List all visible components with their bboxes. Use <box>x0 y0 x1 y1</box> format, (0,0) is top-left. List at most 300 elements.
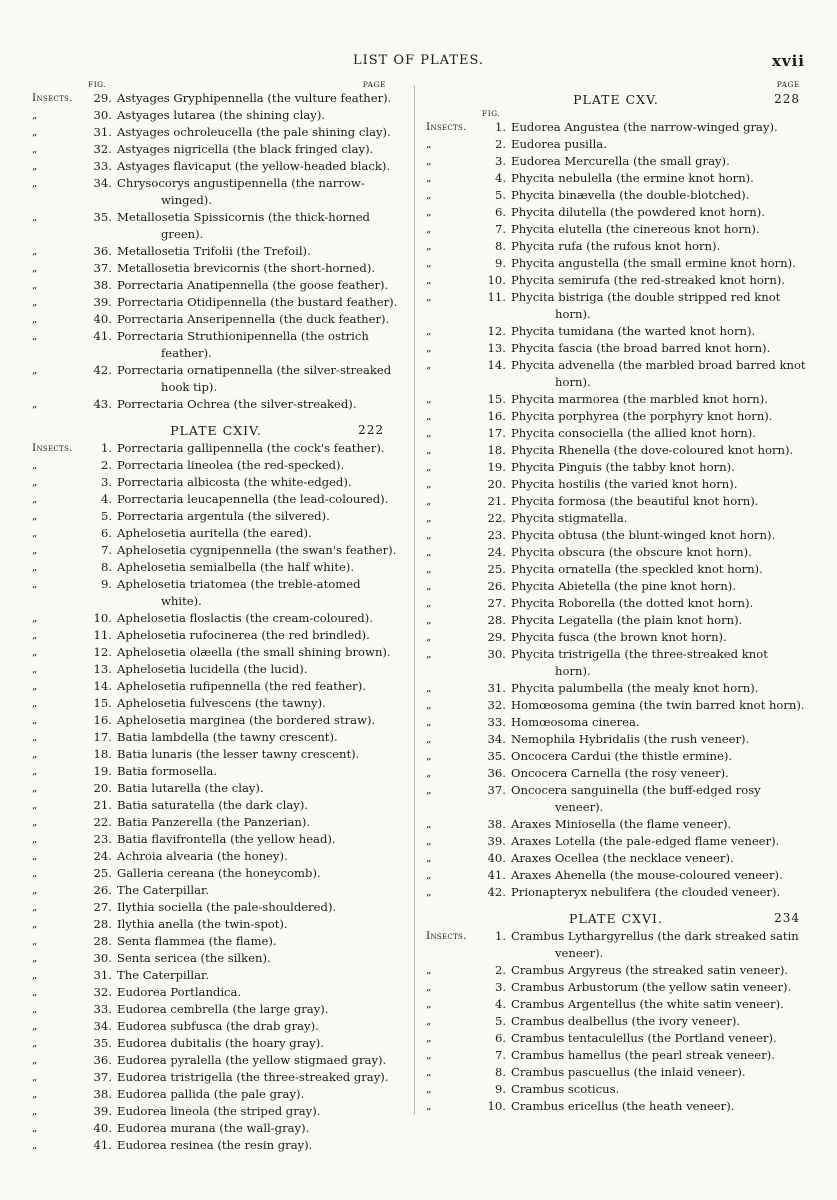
figure-number: 32. <box>93 985 112 999</box>
category-label: „ <box>426 648 432 660</box>
plate-heading <box>426 90 806 109</box>
list-item <box>32 848 400 865</box>
figure-number: 33. <box>93 1002 112 1016</box>
list-item <box>32 1069 400 1086</box>
species-entry: Crambus dealbellus (the ivory veneer). <box>511 1014 741 1028</box>
category-label: Insects. <box>32 92 73 104</box>
species-entry: Eudorea tristrigella (the three-streaked gray). <box>117 1070 389 1084</box>
category-label: „ <box>32 1105 38 1117</box>
category-label: „ <box>426 495 432 507</box>
category-label: „ <box>32 646 38 658</box>
figure-number: 22. <box>487 511 506 525</box>
list-item <box>32 661 400 678</box>
species-entry: Porrectaria Otidipennella (the bustard feather). <box>117 295 398 309</box>
species-entry: Phycita obtusa (the blunt-winged knot horn). <box>511 528 776 542</box>
species-entry: Porrectaria gallipennella (the cock's feather). <box>117 441 385 455</box>
species-entry: Aphelosetia marginea (the bordered straw). <box>117 713 376 727</box>
list-item <box>32 158 400 175</box>
species-entry: Araxes Ahenella (the mouse-coloured veneer). <box>511 868 783 882</box>
figure-number: 38. <box>93 278 112 292</box>
category-label: „ <box>426 981 432 993</box>
figure-number: 36. <box>487 766 506 780</box>
list-item <box>32 814 400 831</box>
category-label: „ <box>426 1066 432 1078</box>
left-column <box>32 80 400 1154</box>
list-item <box>426 323 806 340</box>
species-entry: Phycita tristrigella (the three-streaked knot horn). <box>511 647 768 678</box>
figure-number: 3. <box>494 980 506 994</box>
figure-number: 11. <box>93 628 112 642</box>
category-label: „ <box>426 325 432 337</box>
category-label: „ <box>426 342 432 354</box>
figure-number: 2. <box>100 458 112 472</box>
category-label: „ <box>426 818 432 830</box>
list-item <box>32 175 400 209</box>
species-entry: Araxes Lotella (the pale-edged flame veneer). <box>511 834 780 848</box>
figure-number: 41. <box>93 329 112 343</box>
list-item <box>426 1030 806 1047</box>
list-item <box>426 1081 806 1098</box>
figure-number: 16. <box>93 713 112 727</box>
figure-number: 1. <box>494 929 506 943</box>
species-entry: Eudorea cembrella (the large gray). <box>117 1002 329 1016</box>
species-entry: Aphelosetia fulvescens (the tawny). <box>117 696 326 710</box>
species-entry: Phycita bistriga (the double stripped red knot horn). <box>511 290 781 321</box>
figure-number: 43. <box>93 397 112 411</box>
category-label: „ <box>426 767 432 779</box>
figure-number: 3. <box>494 154 506 168</box>
figure-number: 40. <box>93 1121 112 1135</box>
list-item <box>32 209 400 243</box>
category-label: „ <box>426 964 432 976</box>
category-label: „ <box>426 614 432 626</box>
category-label: „ <box>32 833 38 845</box>
category-label: „ <box>426 563 432 575</box>
species-entry: Eudorea dubitalis (the hoary gray). <box>117 1036 324 1050</box>
list-item <box>32 508 400 525</box>
figure-number: 42. <box>487 885 506 899</box>
species-entry: Eudorea lineola (the striped gray). <box>117 1104 321 1118</box>
list-item <box>426 782 806 816</box>
category-label: „ <box>32 680 38 692</box>
plate-115-list <box>426 119 806 901</box>
list-item <box>426 153 806 170</box>
category-label: „ <box>426 1083 432 1095</box>
figure-number: 11. <box>487 290 506 304</box>
figure-number: 30. <box>93 108 112 122</box>
species-entry: Batia lutarella (the clay). <box>117 781 264 795</box>
species-entry: Crambus Argentellus (the white satin veneer). <box>511 997 784 1011</box>
species-entry: Porrectaria Anseripennella (the duck feather). <box>117 312 390 326</box>
category-label: „ <box>32 578 38 590</box>
species-entry: Oncocera Cardui (the thistle ermine). <box>511 749 733 763</box>
figure-number: 4. <box>100 492 112 506</box>
species-entry: Phycita Legatella (the plain knot horn). <box>511 613 743 627</box>
category-label: „ <box>32 952 38 964</box>
category-label: „ <box>426 886 432 898</box>
page-label: PAGE <box>776 80 800 89</box>
list-item <box>32 362 400 396</box>
category-label: „ <box>32 782 38 794</box>
list-item <box>426 136 806 153</box>
category-label: „ <box>426 1049 432 1061</box>
list-item <box>32 1103 400 1120</box>
species-entry: Eudorea pyralella (the yellow stigmaed gray). <box>117 1053 387 1067</box>
species-entry: Batia lambdella (the tawny crescent). <box>117 730 338 744</box>
species-entry: Batia Panzerella (the Panzerian). <box>117 815 311 829</box>
list-item <box>32 1035 400 1052</box>
category-label: „ <box>32 561 38 573</box>
species-entry: Aphelosetia triatomea (the treble-atomed white). <box>117 577 361 608</box>
list-item <box>426 391 806 408</box>
species-entry: Phycita hostilis (the varied knot horn). <box>511 477 738 491</box>
category-label: „ <box>32 544 38 556</box>
species-entry: Astyages flavicaput (the yellow-headed black). <box>117 159 391 173</box>
species-entry: The Caterpillar. <box>117 883 210 897</box>
category-label: „ <box>426 869 432 881</box>
category-label: „ <box>426 291 432 303</box>
figure-number: 22. <box>93 815 112 829</box>
list-item <box>426 833 806 850</box>
list-item <box>426 289 806 323</box>
species-entry: Phycita marmorea (the marbled knot horn). <box>511 392 768 406</box>
category-label: „ <box>426 597 432 609</box>
figure-number: 28. <box>93 917 112 931</box>
figure-number: 21. <box>93 798 112 812</box>
category-label: „ <box>32 816 38 828</box>
list-item <box>32 1018 400 1035</box>
species-entry: Astyages nigricella (the black fringed clay). <box>117 142 374 156</box>
figure-number: 37. <box>93 1070 112 1084</box>
list-item <box>32 644 400 661</box>
figure-number: 4. <box>494 997 506 1011</box>
list-item <box>426 425 806 442</box>
list-item <box>426 850 806 867</box>
figure-number: 21. <box>487 494 506 508</box>
column-header <box>426 109 806 119</box>
figure-number: 10. <box>93 611 112 625</box>
figure-number: 7. <box>494 1048 506 1062</box>
list-item <box>426 731 806 748</box>
list-item <box>426 170 806 187</box>
list-item <box>32 882 400 899</box>
figure-number: 2. <box>494 137 506 151</box>
list-item <box>426 697 806 714</box>
species-entry: Aphelosetia rufipennella (the red feather). <box>117 679 366 693</box>
figure-number: 33. <box>487 715 506 729</box>
figure-number: 36. <box>93 1053 112 1067</box>
species-entry: Batia lunaris (the lesser tawny crescent). <box>117 747 360 761</box>
figure-number: 1. <box>494 120 506 134</box>
species-entry: Phycita rufa (the rufous knot horn). <box>511 239 721 253</box>
species-entry: Nemophila Hybridalis (the rush veneer). <box>511 732 750 746</box>
plate-page: 234 <box>774 911 800 925</box>
figure-number: 34. <box>487 732 506 746</box>
species-entry: Porrectaria ornatipennella (the silver-streaked hook tip). <box>117 363 392 394</box>
figure-number: 29. <box>93 91 112 105</box>
category-label: „ <box>32 629 38 641</box>
species-entry: Porrectaria lineolea (the red-specked). <box>117 458 345 472</box>
plate-page: 228 <box>774 92 800 106</box>
list-item <box>32 729 400 746</box>
figure-number: 15. <box>93 696 112 710</box>
species-entry: Phycita consociella (the allied knot horn). <box>511 426 756 440</box>
plate-113-continued-list <box>32 90 400 413</box>
species-entry: Porrectaria albicosta (the white-edged). <box>117 475 352 489</box>
category-label: „ <box>32 296 38 308</box>
list-item <box>426 510 806 527</box>
figure-number: 10. <box>487 1099 506 1113</box>
category-label: „ <box>426 750 432 762</box>
species-entry: Aphelosetia lucidella (the lucid). <box>117 662 308 676</box>
list-item <box>426 340 806 357</box>
plate-heading <box>32 421 400 440</box>
list-item <box>32 678 400 695</box>
list-item <box>426 544 806 561</box>
figure-number: 20. <box>487 477 506 491</box>
list-item <box>426 595 806 612</box>
category-label: „ <box>32 969 38 981</box>
figure-number: 41. <box>487 868 506 882</box>
species-entry: Aphelosetia floslactis (the cream-coloured). <box>117 611 373 625</box>
list-item <box>32 1137 400 1154</box>
list-item <box>32 1120 400 1137</box>
list-item <box>32 294 400 311</box>
species-entry: Metallosetia Trifolii (the Trefoil). <box>117 244 311 258</box>
figure-number: 38. <box>93 1087 112 1101</box>
species-entry: Eudorea resinea (the resin gray). <box>117 1138 313 1152</box>
list-item <box>32 610 400 627</box>
list-item <box>32 695 400 712</box>
category-label: „ <box>426 580 432 592</box>
species-entry: Phycita obscura (the obscure knot horn). <box>511 545 752 559</box>
list-item <box>32 457 400 474</box>
list-item <box>426 996 806 1013</box>
species-entry: Aphelosetia olæella (the small shining brown). <box>117 645 391 659</box>
figure-number: 2. <box>494 963 506 977</box>
figure-number: 8. <box>100 560 112 574</box>
figure-number: 17. <box>487 426 506 440</box>
figure-number: 10. <box>487 273 506 287</box>
figure-number: 15. <box>487 392 506 406</box>
fig-label: FIG. <box>88 80 107 89</box>
figure-number: 32. <box>487 698 506 712</box>
figure-number: 30. <box>93 951 112 965</box>
category-label: „ <box>426 1015 432 1027</box>
category-label: „ <box>426 393 432 405</box>
figure-number: 27. <box>93 900 112 914</box>
species-entry: Phycita semirufa (the red-streaked knot horn). <box>511 273 786 287</box>
list-item <box>426 680 806 697</box>
species-entry: Phycita tumidana (the warted knot horn). <box>511 324 756 338</box>
list-item <box>32 780 400 797</box>
list-item <box>426 493 806 510</box>
figure-number: 37. <box>487 783 506 797</box>
category-label: „ <box>32 143 38 155</box>
species-entry: Crambus hamellus (the pearl streak veneer). <box>511 1048 775 1062</box>
species-entry: Metallosetia Spissicornis (the thick-horned green). <box>117 210 370 241</box>
figure-number: 31. <box>93 125 112 139</box>
category-label: „ <box>426 274 432 286</box>
species-entry: Oncocera sanguinella (the buff-edged rosy veneer). <box>511 783 761 814</box>
category-label: Insects. <box>426 121 467 133</box>
category-label: Insects. <box>32 442 73 454</box>
category-label: „ <box>426 155 432 167</box>
figure-number: 8. <box>494 1065 506 1079</box>
figure-number: 39. <box>93 295 112 309</box>
figure-number: 40. <box>93 312 112 326</box>
list-item <box>32 440 400 457</box>
figure-number: 17. <box>93 730 112 744</box>
figure-number: 23. <box>487 528 506 542</box>
figure-number: 31. <box>93 968 112 982</box>
species-entry: Phycita advenella (the marbled broad barred knot horn). <box>511 358 806 389</box>
category-label: „ <box>426 1100 432 1112</box>
plate-116-list <box>426 928 806 1115</box>
category-label: „ <box>32 901 38 913</box>
figure-number: 24. <box>93 849 112 863</box>
category-label: Insects. <box>426 930 467 942</box>
figure-number: 14. <box>487 358 506 372</box>
species-entry: Crambus tentaculellus (the Portland veneer). <box>511 1031 777 1045</box>
category-label: „ <box>32 245 38 257</box>
figure-number: 7. <box>494 222 506 236</box>
list-item <box>426 928 806 962</box>
figure-number: 30. <box>487 647 506 661</box>
figure-number: 40. <box>487 851 506 865</box>
category-label: „ <box>32 211 38 223</box>
figure-number: 18. <box>93 747 112 761</box>
category-label: „ <box>32 697 38 709</box>
list-item <box>426 629 806 646</box>
species-entry: Aphelosetia cygnipennella (the swan's feather). <box>117 543 397 557</box>
column-divider <box>414 85 415 1115</box>
figure-number: 39. <box>487 834 506 848</box>
figure-number: 28. <box>487 613 506 627</box>
list-item <box>32 916 400 933</box>
species-entry: Porrectaria Struthionipennella (the ostrich feather). <box>117 329 369 360</box>
species-entry: Phycita palumbella (the mealy knot horn). <box>511 681 759 695</box>
category-label: „ <box>32 1020 38 1032</box>
figure-number: 27. <box>487 596 506 610</box>
list-item <box>32 311 400 328</box>
species-entry: Astyages lutarea (the shining clay). <box>117 108 326 122</box>
plate-title: PLATE CXIV. <box>170 423 262 438</box>
category-label: „ <box>426 427 432 439</box>
species-entry: Metallosetia brevicornis (the short-horned). <box>117 261 376 275</box>
figure-number: 19. <box>487 460 506 474</box>
list-item <box>426 527 806 544</box>
list-item <box>32 763 400 780</box>
category-label: „ <box>426 138 432 150</box>
species-entry: Crambus Arbustorum (the yellow satin veneer). <box>511 980 792 994</box>
list-item <box>426 561 806 578</box>
list-item <box>426 459 806 476</box>
list-item <box>426 765 806 782</box>
category-label: „ <box>426 512 432 524</box>
fig-label: FIG. <box>482 109 501 118</box>
category-label: „ <box>426 852 432 864</box>
figure-number: 6. <box>494 1031 506 1045</box>
figure-number: 23. <box>93 832 112 846</box>
list-item <box>32 90 400 107</box>
figure-number: 9. <box>494 1082 506 1096</box>
category-label: „ <box>32 330 38 342</box>
list-item <box>426 578 806 595</box>
species-entry: Aphelosetia semialbella (the half white). <box>117 560 355 574</box>
category-label: „ <box>32 279 38 291</box>
category-label: „ <box>426 189 432 201</box>
list-item <box>426 1064 806 1081</box>
list-item <box>32 260 400 277</box>
list-item <box>32 141 400 158</box>
list-item <box>32 124 400 141</box>
category-label: „ <box>426 359 432 371</box>
column-header <box>426 80 806 90</box>
list-item <box>426 962 806 979</box>
page-title: LIST OF PLATES. <box>352 53 485 68</box>
figure-number: 5. <box>100 509 112 523</box>
category-label: „ <box>32 313 38 325</box>
list-item <box>32 576 400 610</box>
figure-number: 5. <box>494 188 506 202</box>
figure-number: 28. <box>93 934 112 948</box>
category-label: „ <box>32 177 38 189</box>
category-label: „ <box>426 1032 432 1044</box>
category-label: „ <box>426 257 432 269</box>
species-entry: Phycita porphyrea (the porphyry knot horn). <box>511 409 773 423</box>
category-label: „ <box>32 510 38 522</box>
figure-number: 29. <box>487 630 506 644</box>
species-entry: Phycita fascia (the broad barred knot horn). <box>511 341 771 355</box>
list-item <box>426 187 806 204</box>
category-label: „ <box>426 631 432 643</box>
species-entry: Phycita stigmatella. <box>511 511 628 525</box>
category-label: „ <box>32 126 38 138</box>
species-entry: Eudorea pusilla. <box>511 137 607 151</box>
plate-title: PLATE CXVI. <box>569 911 663 926</box>
species-entry: Eudorea Angustea (the narrow-winged gray). <box>511 120 778 134</box>
figure-number: 18. <box>487 443 506 457</box>
list-item <box>32 797 400 814</box>
figure-number: 37. <box>93 261 112 275</box>
list-item <box>32 243 400 260</box>
figure-number: 20. <box>93 781 112 795</box>
category-label: „ <box>426 529 432 541</box>
list-item <box>426 442 806 459</box>
list-item <box>426 476 806 493</box>
list-item <box>426 646 806 680</box>
category-label: „ <box>32 1037 38 1049</box>
list-item <box>426 408 806 425</box>
species-entry: Senta flammea (the flame). <box>117 934 277 948</box>
figure-number: 32. <box>93 142 112 156</box>
figure-number: 13. <box>487 341 506 355</box>
page-number: xvii <box>771 52 805 70</box>
figure-number: 24. <box>487 545 506 559</box>
list-item <box>32 491 400 508</box>
figure-number: 6. <box>494 205 506 219</box>
category-label: „ <box>32 364 38 376</box>
category-label: „ <box>32 714 38 726</box>
page-label: PAGE <box>362 80 386 89</box>
figure-number: 9. <box>494 256 506 270</box>
figure-number: 1. <box>100 441 112 455</box>
category-label: „ <box>426 733 432 745</box>
category-label: „ <box>426 478 432 490</box>
list-item <box>426 272 806 289</box>
species-entry: Astyages Gryphipennella (the vulture feather). <box>117 91 392 105</box>
